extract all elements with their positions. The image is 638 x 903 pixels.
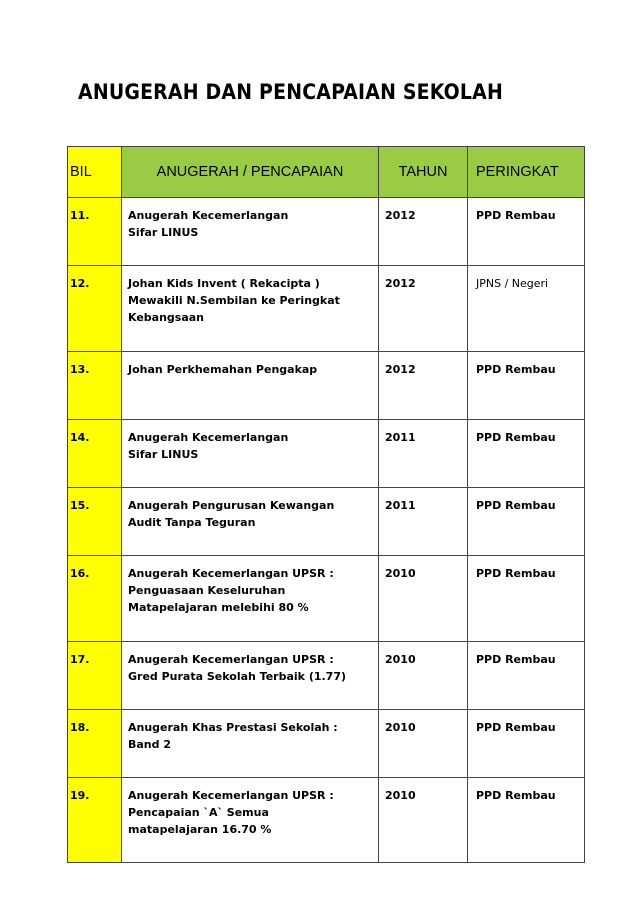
anugerah-line: Anugerah Pengurusan Kewangan — [128, 499, 335, 512]
anugerah-line: Band 2 — [128, 738, 171, 751]
cell-tahun: 2012 — [379, 198, 468, 266]
page-title: ANUGERAH DAN PENCAPAIAN SEKOLAH — [78, 80, 504, 104]
cell-tahun: 2012 — [379, 266, 468, 352]
cell-tahun: 2010 — [379, 556, 468, 642]
cell-bil: 11. — [68, 198, 122, 266]
cell-bil: 17. — [68, 642, 122, 710]
anugerah-line: Matapelajaran melebihi 80 % — [128, 601, 309, 614]
header-tahun: TAHUN — [379, 147, 468, 198]
cell-bil: 12. — [68, 266, 122, 352]
cell-anugerah — [122, 778, 379, 863]
table-header-row — [68, 147, 585, 198]
cell-anugerah — [122, 266, 379, 352]
cell-tahun: 2010 — [379, 778, 468, 863]
cell-tahun: 2011 — [379, 420, 468, 488]
table-row — [68, 642, 585, 710]
header-bil: BIL — [68, 147, 122, 198]
cell-bil: 19. — [68, 778, 122, 863]
cell-peringkat: PPD Rembau — [468, 488, 585, 556]
cell-tahun: 2012 — [379, 352, 468, 420]
cell-bil: 13. — [68, 352, 122, 420]
cell-bil: 16. — [68, 556, 122, 642]
cell-peringkat: PPD Rembau — [468, 642, 585, 710]
table-row — [68, 420, 585, 488]
anugerah-line: Mewakili N.Sembilan ke Peringkat — [128, 294, 340, 307]
header-peringkat: PERINGKAT — [468, 147, 585, 198]
anugerah-line: Penguasaan Keseluruhan — [128, 584, 286, 597]
cell-tahun: 2011 — [379, 488, 468, 556]
cell-tahun: 2010 — [379, 642, 468, 710]
cell-tahun: 2010 — [379, 710, 468, 778]
anugerah-line: Pencapaian `A` Semua — [128, 806, 269, 819]
anugerah-line: Anugerah Khas Prestasi Sekolah : — [128, 721, 338, 734]
cell-bil: 18. — [68, 710, 122, 778]
anugerah-line: Johan Kids Invent ( Rekacipta ) — [128, 277, 320, 290]
table-row — [68, 710, 585, 778]
table-row — [68, 556, 585, 642]
cell-anugerah — [122, 352, 379, 420]
anugerah-line: Anugerah Kecemerlangan — [128, 209, 289, 222]
cell-anugerah — [122, 420, 379, 488]
table-row — [68, 198, 585, 266]
cell-peringkat: PPD Rembau — [468, 420, 585, 488]
cell-peringkat: PPD Rembau — [468, 352, 585, 420]
cell-anugerah — [122, 642, 379, 710]
anugerah-line: Anugerah Kecemerlangan — [128, 431, 289, 444]
anugerah-line: Anugerah Kecemerlangan UPSR : — [128, 653, 334, 666]
table-body — [68, 198, 585, 863]
cell-peringkat: PPD Rembau — [468, 778, 585, 863]
table-row — [68, 352, 585, 420]
anugerah-line: matapelajaran 16.70 % — [128, 823, 272, 836]
cell-anugerah — [122, 488, 379, 556]
cell-peringkat: PPD Rembau — [468, 710, 585, 778]
anugerah-line: Anugerah Kecemerlangan UPSR : — [128, 567, 334, 580]
anugerah-line: Gred Purata Sekolah Terbaik (1.77) — [128, 670, 347, 683]
anugerah-line: Johan Perkhemahan Pengakap — [128, 363, 318, 376]
awards-table — [67, 146, 585, 863]
anugerah-line: Sifar LINUS — [128, 226, 199, 239]
anugerah-line: Sifar LINUS — [128, 448, 199, 461]
table-row — [68, 778, 585, 863]
cell-anugerah — [122, 198, 379, 266]
cell-anugerah — [122, 556, 379, 642]
anugerah-line: Audit Tanpa Teguran — [128, 516, 256, 529]
anugerah-line: Kebangsaan — [128, 311, 205, 324]
cell-peringkat: PPD Rembau — [468, 556, 585, 642]
header-anugerah: ANUGERAH / PENCAPAIAN — [122, 147, 379, 198]
table-row — [68, 488, 585, 556]
cell-anugerah — [122, 710, 379, 778]
table-row — [68, 266, 585, 352]
cell-peringkat: PPD Rembau — [468, 198, 585, 266]
anugerah-line: Anugerah Kecemerlangan UPSR : — [128, 789, 334, 802]
cell-bil: 15. — [68, 488, 122, 556]
cell-peringkat: JPNS / Negeri — [468, 266, 585, 352]
cell-bil: 14. — [68, 420, 122, 488]
